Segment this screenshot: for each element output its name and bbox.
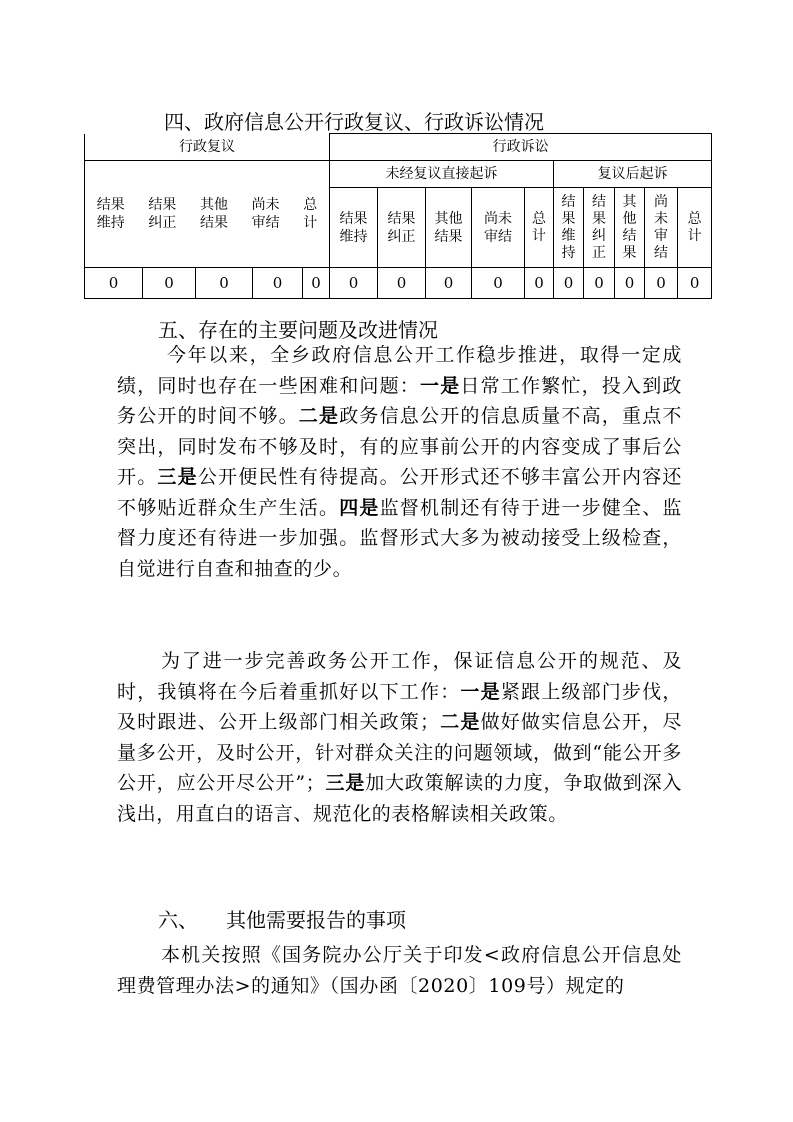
header-direct-maintained: 结果维持 bbox=[330, 188, 378, 268]
section-6-number: 六、 bbox=[158, 908, 198, 932]
section-6-title: 其他需要报告的事项 bbox=[226, 908, 406, 932]
table-cell: 0 bbox=[378, 268, 426, 299]
table-cell: 0 bbox=[143, 268, 196, 299]
table-cell: 0 bbox=[196, 268, 253, 299]
admin-review-header: 行政复议 bbox=[85, 134, 330, 161]
section-6-heading bbox=[158, 904, 793, 933]
header-direct-pending: 尚未审结 bbox=[472, 188, 525, 268]
header-after-pending: 尚未审结 bbox=[645, 188, 678, 268]
emphasis-label: 一是 bbox=[460, 680, 501, 703]
header-review-corrected: 结果纠正 bbox=[148, 197, 177, 231]
table-cell: 0 bbox=[678, 268, 712, 299]
header-after-maintained: 结果维持 bbox=[554, 188, 584, 268]
emphasis-label: 三是 bbox=[157, 466, 198, 488]
header-review-total: 总计 bbox=[303, 197, 318, 231]
emphasis-label: 一是 bbox=[420, 374, 461, 397]
table-row bbox=[85, 268, 712, 299]
table-cell: 0 bbox=[253, 268, 303, 299]
table-cell: 0 bbox=[554, 268, 584, 299]
emphasis-label: 三是 bbox=[325, 772, 366, 794]
litigation-table bbox=[84, 133, 712, 299]
section-5-paragraph-1: 今年以来，全乡政府信息公开工作稳步推进，取得一定成绩，同时也存在一些困难和问题：一是日常工作繁忙，投入到政务公开的时间不够。二是政务信息公开的信息质量不高，重点不突出，同时发布不够及时，有的应事前公开的内容变成了事后公开。三是公开便民性有待提高。公开形式还不够丰富公开内容还不够贴近群众生产生活。四是监督机制还有待于进一步健全、监督力度还有待进一步加强。监督形式大多为被动接受上级检查，自觉进行自查和抽查的少。 bbox=[117, 344, 683, 580]
table-cell: 0 bbox=[472, 268, 525, 299]
table-cell: 0 bbox=[645, 268, 678, 299]
header-after-total: 总计 bbox=[678, 188, 712, 268]
table-cell: 0 bbox=[615, 268, 645, 299]
emphasis-label: 四是 bbox=[339, 496, 380, 519]
section-5-heading: 五、存在的主要问题及改进情况 bbox=[158, 318, 438, 342]
table-cell: 0 bbox=[330, 268, 378, 299]
section-5-paragraph-2: 为了进一步完善政务公开工作，保证信息公开的规范、及时，我镇将在今后着重抓好以下工作：一是紧跟上级部门步伐，及时跟进、公开上级部门相关政策；二是做好做实信息公开，尽量多公开，及时公开，针对群众关注的问题领域，做到“能公开多公开，应公开尽公开”；三是加大政策解读的力度，争取做到深入浅出，用直白的语言、规范化的表格解读相关政策。 bbox=[117, 650, 683, 825]
table-cell: 0 bbox=[85, 268, 143, 299]
emphasis-label: 二是 bbox=[439, 711, 481, 733]
header-direct-corrected: 结果纠正 bbox=[378, 188, 426, 268]
header-after-other: 其他结果 bbox=[615, 188, 645, 268]
table-cell: 0 bbox=[584, 268, 615, 299]
header-review-maintained: 结果维持 bbox=[96, 197, 125, 231]
section-4-heading: 四、政府信息公开行政复议、行政诉讼情况 bbox=[164, 110, 544, 134]
header-after-corrected: 结果纠正 bbox=[584, 188, 615, 268]
table-cell: 0 bbox=[426, 268, 472, 299]
table-cell: 0 bbox=[303, 268, 330, 299]
after-review-header: 复议后起诉 bbox=[554, 161, 712, 188]
header-direct-other: 其他结果 bbox=[426, 188, 472, 268]
admin-review-subhead bbox=[85, 161, 330, 268]
header-review-pending: 尚未审结 bbox=[251, 197, 280, 231]
table-cell: 0 bbox=[525, 268, 554, 299]
direct-suit-header: 未经复议直接起诉 bbox=[330, 161, 554, 188]
admin-litigation-header: 行政诉讼 bbox=[330, 134, 712, 161]
header-review-other: 其他结果 bbox=[200, 197, 229, 231]
section-6-paragraph: 本机关按照《国务院办公厅关于印发<政府信息公开信息处理费管理办法>的通知》（国办函〔2020〕109号）规定的 bbox=[117, 944, 682, 997]
emphasis-label: 二是 bbox=[298, 405, 340, 427]
header-direct-total: 总计 bbox=[525, 188, 554, 268]
